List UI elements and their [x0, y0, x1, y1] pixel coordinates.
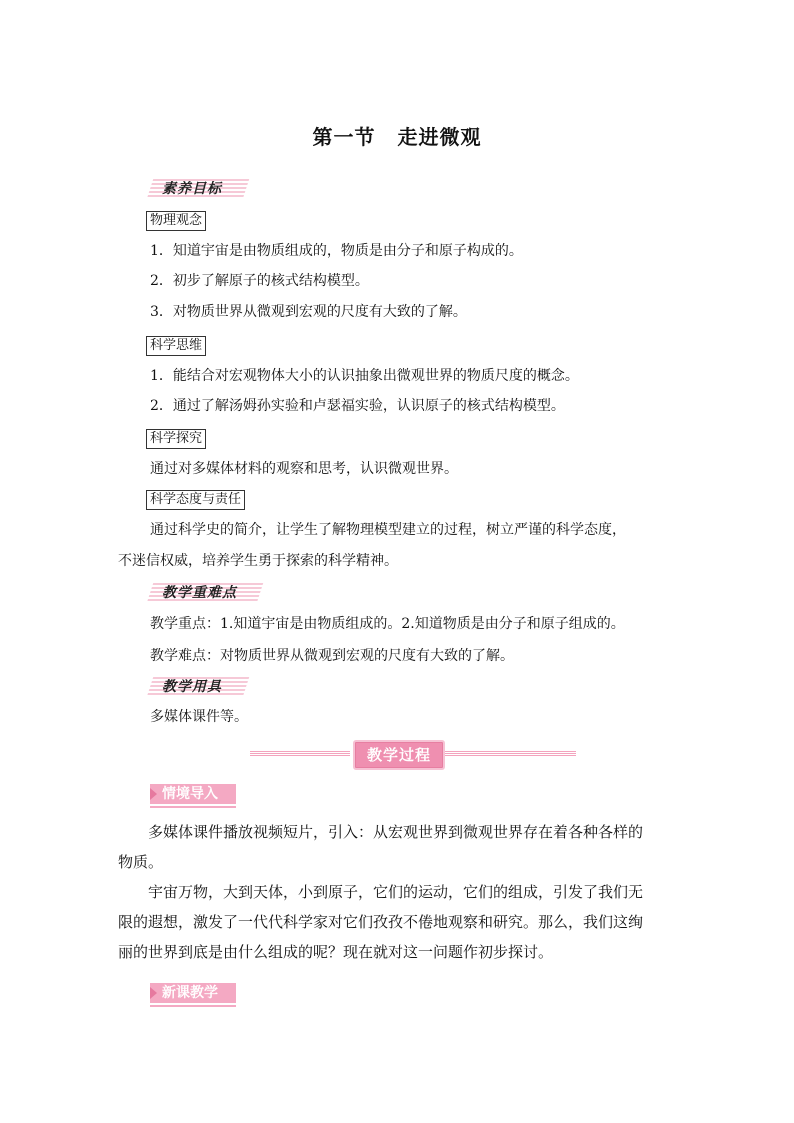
section-heading-goals: 素养目标 [150, 178, 248, 200]
label-scientific-thinking: 科学思维 [146, 336, 206, 356]
label-physics-concept: 物理观念 [146, 211, 206, 231]
keypoint-difficulty: 教学难点：对物质世界从微观到宏观的尺度有大致的了解。 [150, 648, 514, 664]
label-attitude: 科学态度与责任 [146, 490, 245, 510]
attitude-line-1: 通过科学史的简介，让学生了解物理模型建立的过程，树立严谨的科学态度， [150, 522, 626, 538]
physics-item-1: 1．知道宇宙是由物质组成的，物质是由分子和原子构成的。 [150, 243, 523, 259]
tag-arrow-icon [150, 788, 157, 800]
attitude-line-2: 不迷信权威，培养学生勇于探索的科学精神。 [118, 553, 398, 569]
section-heading-tools: 教学用具 [150, 676, 248, 698]
inquiry-text: 通过对多媒体材料的观察和思考，认识微观世界。 [150, 461, 458, 477]
page-title [0, 121, 794, 150]
intro-paragraph-2: 宇宙万物，大到天体，小到原子，它们的运动，它们的组成，引发了我们无 限的遐想，激发了一代代科学家对它们孜孜不倦地观察和研究。那么，我们这绚 丽的世界到底是由什么组成的呢？现在就对这一问题作初步探讨。 [118, 883, 644, 961]
title-part2: 走进微观 [397, 125, 482, 149]
tag-arrow-icon [150, 987, 157, 999]
section-heading-keypoints: 教学重难点 [150, 582, 262, 604]
label-scientific-inquiry: 科学探究 [146, 429, 206, 449]
physics-item-3: 3．对物质世界从微观到宏观的尺度有大致的了解。 [150, 304, 467, 320]
banner-teaching-process: 教学过程 [353, 740, 445, 770]
banner-right-line [444, 751, 576, 757]
intro-paragraph-1: 多媒体课件播放视频短片，引入：从宏观世界到微观世界存在着各种各样的 物质。 [118, 823, 644, 871]
title-part1: 第一节 [312, 125, 376, 149]
tag-new-lesson: 新课教学 [150, 983, 236, 1005]
tools-text: 多媒体课件等。 [150, 709, 248, 725]
banner-left-line [250, 751, 350, 757]
tag-intro: 情境导入 [150, 784, 236, 806]
keypoint-focus: 教学重点：1.知道宇宙是由物质组成的。2.知道物质是由分子和原子组成的。 [150, 616, 625, 632]
thinking-item-2: 2．通过了解汤姆孙实验和卢瑟福实验，认识原子的核式结构模型。 [150, 398, 565, 414]
physics-item-2: 2．初步了解原子的核式结构模型。 [150, 273, 369, 289]
thinking-item-1: 1．能结合对宏观物体大小的认识抽象出微观世界的物质尺度的概念。 [150, 368, 579, 384]
